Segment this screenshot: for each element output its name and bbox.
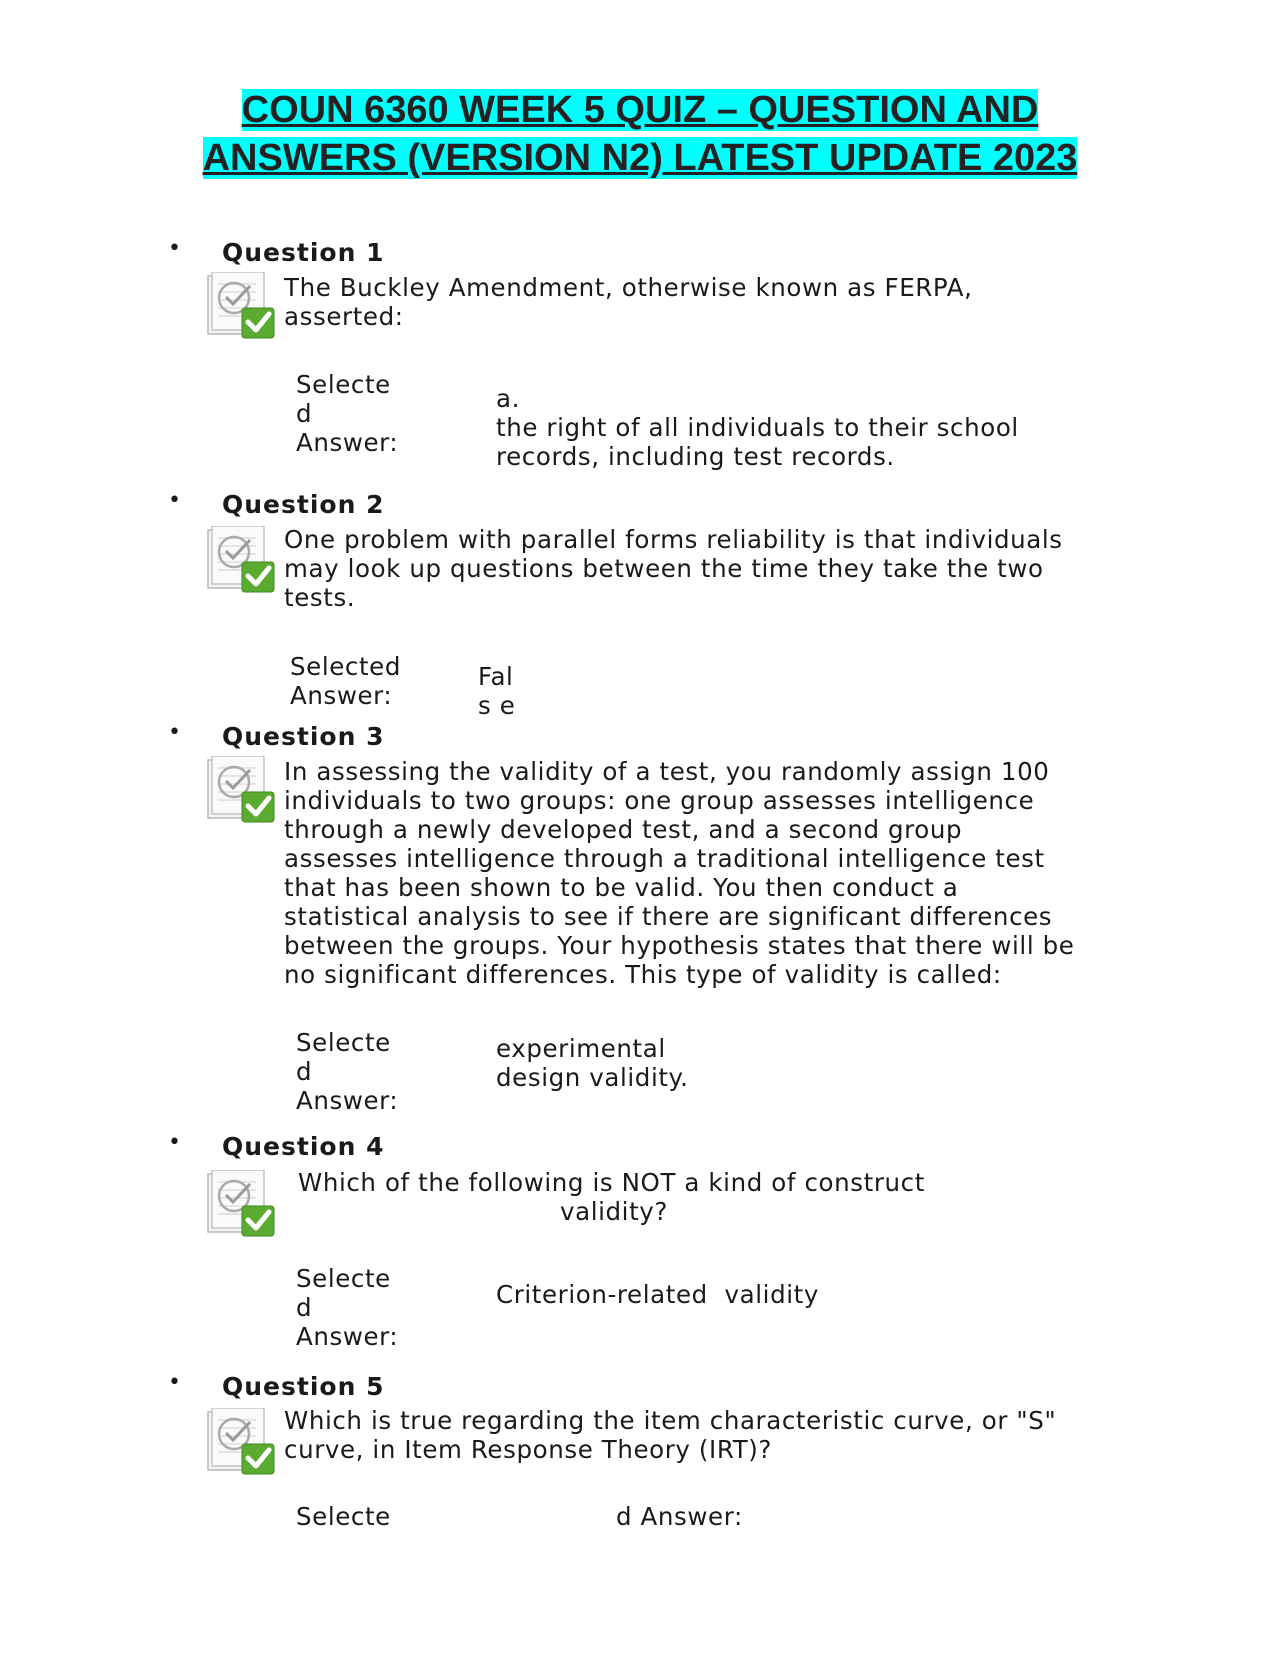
label-line: Selecte	[296, 1028, 391, 1057]
question-3-heading: Question 3	[222, 722, 385, 751]
question-5-heading: Question 5	[222, 1372, 385, 1401]
question-text-line: assesses intelligence through a traditional intelligence test	[284, 844, 1045, 873]
selected-answer-label	[290, 652, 401, 710]
question-text-line: asserted:	[284, 302, 404, 331]
correct-checkmark-icon	[206, 272, 276, 342]
label-line: Answer:	[296, 428, 399, 457]
label-line: d	[296, 1293, 313, 1322]
correct-checkmark-icon	[206, 1408, 276, 1478]
question-3-text	[284, 757, 1074, 989]
correct-checkmark-icon	[206, 526, 276, 596]
answer-line: experimental	[496, 1034, 666, 1063]
answer-line: s e	[478, 691, 516, 720]
selected-answer-label-part-1: Selecte	[296, 1502, 391, 1531]
selected-answer-label	[296, 1028, 398, 1115]
bullet: •	[168, 488, 181, 513]
question-text-line: One problem with parallel forms reliability is that individuals	[284, 525, 1063, 554]
document-title	[0, 86, 1280, 182]
question-text-line: no significant differences. This type of validity is called:	[284, 960, 1002, 989]
correct-checkmark-icon	[206, 756, 276, 826]
question-text-line: curve, in Item Response Theory (IRT)?	[284, 1435, 773, 1464]
selected-answer-value	[496, 384, 1019, 471]
selected-answer-label-part-2: d Answer:	[616, 1502, 743, 1531]
answer-line: the right of all individuals to their school	[496, 413, 1019, 442]
question-4-text-line-1: Which of the following is NOT a kind of construct	[298, 1168, 925, 1197]
question-text-line: may look up questions between the time they take the two	[284, 554, 1044, 583]
label-line: Answer:	[296, 1086, 399, 1115]
title-line-1: COUN 6360 WEEK 5 QUIZ – QUESTION AND	[241, 89, 1039, 131]
selected-answer-label	[296, 370, 398, 457]
question-4-heading: Question 4	[222, 1132, 385, 1161]
question-text-line: individuals to two groups: one group assesses intelligence	[284, 786, 1035, 815]
label-line: Selecte	[296, 1264, 391, 1293]
bullet: •	[168, 1370, 181, 1395]
question-text-line: between the groups. Your hypothesis states that there will be	[284, 931, 1075, 960]
question-1-heading: Question 1	[222, 238, 385, 267]
bullet: •	[168, 236, 181, 261]
question-1-text	[284, 273, 972, 331]
question-text-line: statistical analysis to see if there are significant differences	[284, 902, 1053, 931]
label-line: Selecte	[296, 370, 391, 399]
selected-answer-label	[296, 1264, 398, 1351]
label-line: Selected	[290, 652, 402, 681]
question-2-text	[284, 525, 1063, 612]
answer-line: a.	[496, 384, 521, 413]
question-text-line: tests.	[284, 583, 356, 612]
question-text-line: through a newly developed test, and a second group	[284, 815, 963, 844]
selected-answer-value: Criterion-related validity	[496, 1280, 819, 1309]
label-line: Answer:	[290, 681, 393, 710]
question-5-text	[284, 1406, 1056, 1464]
bullet: •	[168, 720, 181, 745]
question-text-line: The Buckley Amendment, otherwise known as FERPA,	[284, 273, 973, 302]
question-text-line: In assessing the validity of a test, you randomly assign 100	[284, 757, 1050, 786]
bullet: •	[168, 1130, 181, 1155]
question-text-line: Which is true regarding the item characteristic curve, or "S"	[284, 1406, 1057, 1435]
question-text-line: that has been shown to be valid. You then conduct a	[284, 873, 959, 902]
correct-checkmark-icon	[206, 1170, 276, 1240]
selected-answer-value	[496, 1034, 689, 1092]
label-line: d	[296, 1057, 313, 1086]
question-2-heading: Question 2	[222, 490, 385, 519]
answer-line: design validity.	[496, 1063, 689, 1092]
selected-answer-value	[478, 662, 515, 720]
answer-line: records, including test records.	[496, 442, 895, 471]
label-line: Answer:	[296, 1322, 399, 1351]
question-4-text-line-2: validity?	[560, 1197, 668, 1226]
answer-line: Fal	[478, 662, 514, 691]
title-line-2: ANSWERS (VERSION N2) LATEST UPDATE 2023	[202, 137, 1078, 179]
label-line: d	[296, 399, 313, 428]
